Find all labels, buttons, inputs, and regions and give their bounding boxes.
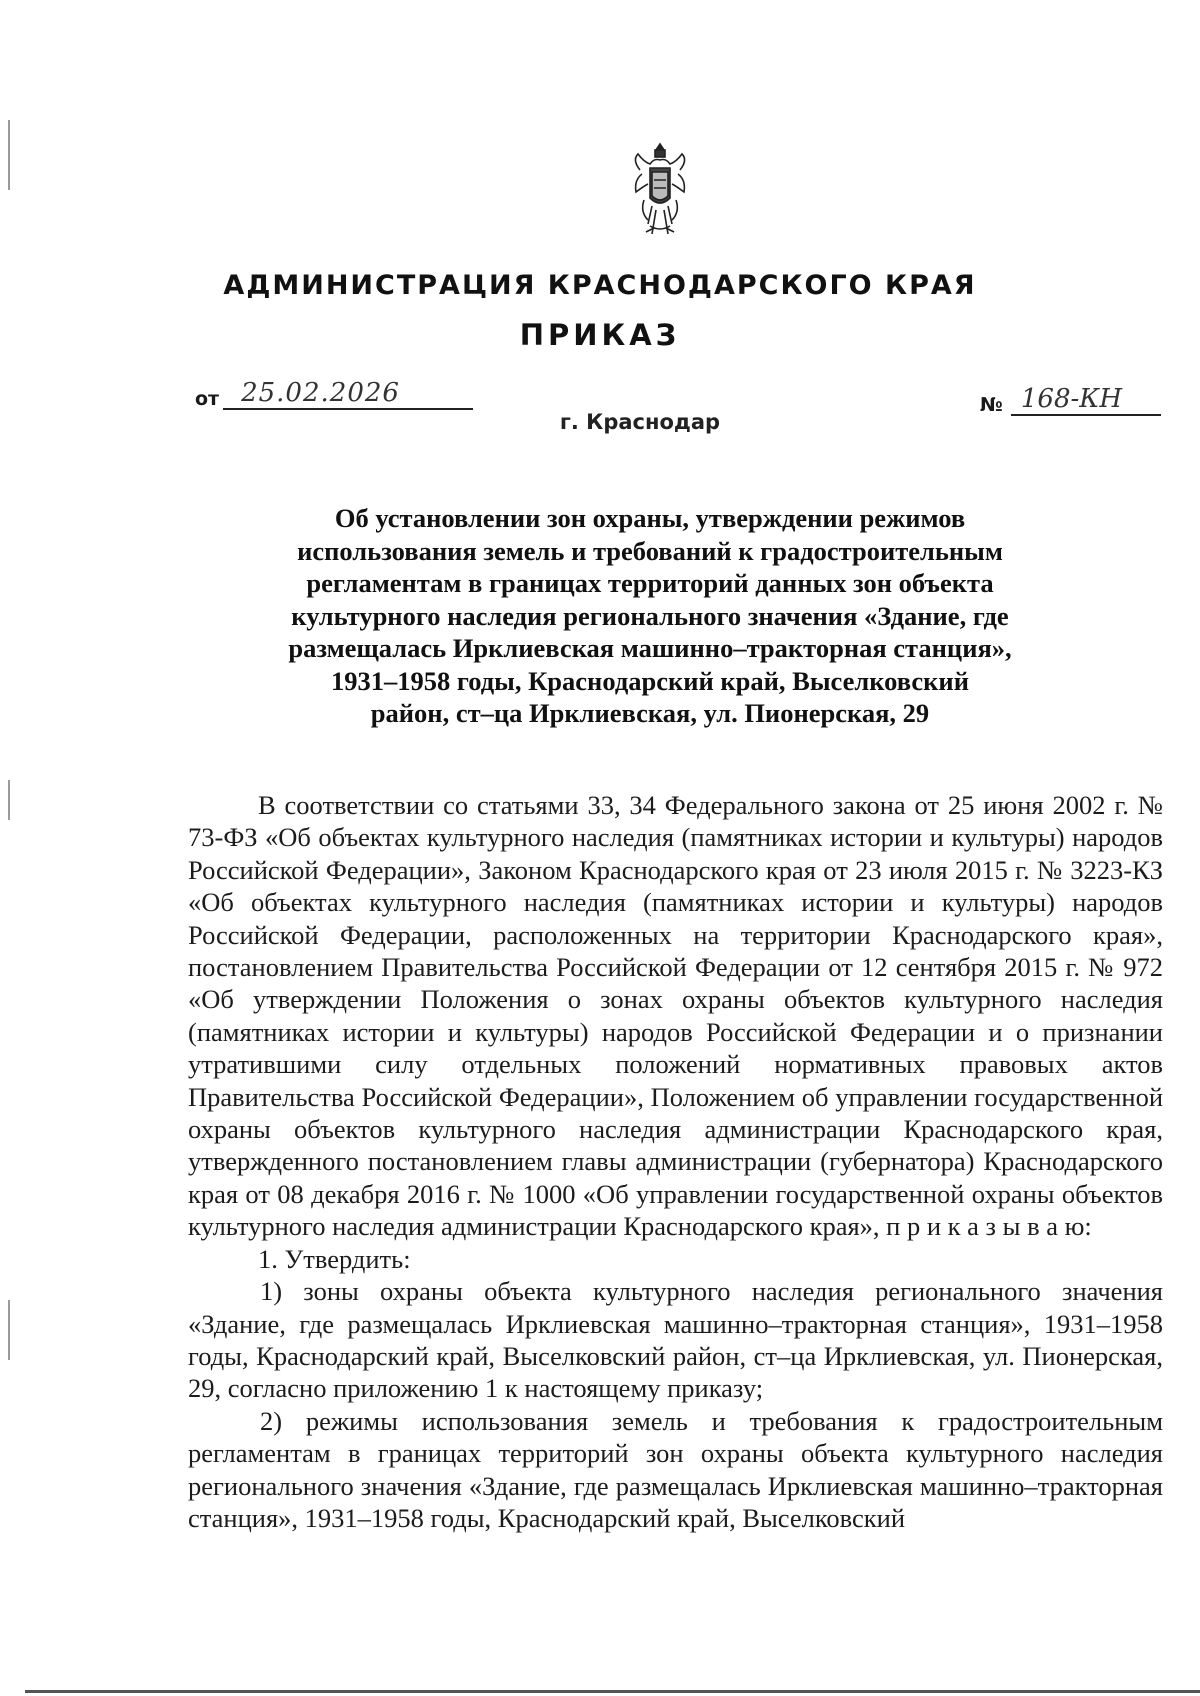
date-field <box>195 378 473 410</box>
organization-title: АДМИНИСТРАЦИЯ КРАСНОДАРСКОГО КРАЯ <box>223 270 977 301</box>
subject-line: 1931–1958 годы, Краснодарский край, Выселковский <box>331 665 969 696</box>
number-prefix: № <box>980 394 1003 416</box>
subject-line: размещалась Ирклиевская машинно–тракторная станция», <box>288 633 1012 663</box>
order-body <box>188 789 1163 1534</box>
scan-edge-mark <box>8 1300 10 1360</box>
city-line: г. Краснодар <box>559 410 721 434</box>
document-type-title: ПРИКАЗ <box>519 318 681 352</box>
handwritten-date: 25.02.2026 <box>223 378 473 410</box>
subject-line: регламентам в границах территорий данных зон объекта <box>306 568 994 598</box>
item-1-1-paragraph: 1) зоны охраны объекта культурного наследия регионального значения «Здание, где размещалась Ирклиевская машинно–тракторная станция», 1931–1958 годы, Краснодарский край, Выселковский район, ст–ца Ирклиевская, ул. Пионерская, 29, согласно приложению 1 к настоящему приказу; <box>188 1276 1163 1404</box>
item-1-paragraph: 1. Утвердить: <box>258 1243 411 1274</box>
item-1-2-paragraph: 2) режимы использования земель и требования к градостроительным регламентам в границах территорий зон охраны объекта культурного наследия регионального значения «Здание, где размещалась Ирклиевская машинно–тракторная станция», 1931–1958 годы, Краснодарский край, Выселковский <box>188 1405 1163 1533</box>
preamble-paragraph: В соответствии со статьями 33, 34 Федерального закона от 25 июня 2002 г. № 73-ФЗ «Об объектах культурного наследия (памятниках истории и культуры) народов Российской Федерации», Законом Краснодарского края от 23 июля 2015 г. № 3223-КЗ «Об объектах культурного наследия (памятниках истории и культуры) народов Российской Федерации, расположенных на территории Краснодарского края», постановлением Правительства Российской Федерации от 12 сентября 2015 г. № 972 «Об утверждении Положения о зонах охраны объектов культурного наследия (памятниках истории и культуры) народов Российской Федерации и о признании утратившими силу отдельных положений нормативных правовых актов Правительства Российской Федерации», Положением об управлении государственной охраны объектов культурного наследия администрации Краснодарского края, утвержденного постановлением главы администрации (губернатора) Краснодарского края от 08 декабря 2016 г. № 1000 «Об управлении государственной охраны объектов культурного наследия администрации Краснодарского края», п р и к а з ы в а ю: <box>188 790 1163 1242</box>
page-bottom-edge <box>25 1690 1200 1693</box>
date-prefix: от <box>195 388 220 410</box>
scan-edge-mark <box>8 120 10 190</box>
subject-line: культурного наследия регионального значения «Здание, где <box>291 600 1009 631</box>
coat-of-arms-emblem <box>630 140 690 240</box>
subject-line: использования земель и требований к градостроительным <box>297 535 1003 566</box>
subject-line: район, ст–ца Ирклиевская, ул. Пионерская, 29 <box>370 698 930 728</box>
scan-edge-mark <box>8 780 10 820</box>
order-subject <box>260 502 1040 730</box>
subject-line: Об установлении зон охраны, утверждении режимов <box>334 503 966 533</box>
handwritten-number: 168-КН <box>1011 384 1161 416</box>
